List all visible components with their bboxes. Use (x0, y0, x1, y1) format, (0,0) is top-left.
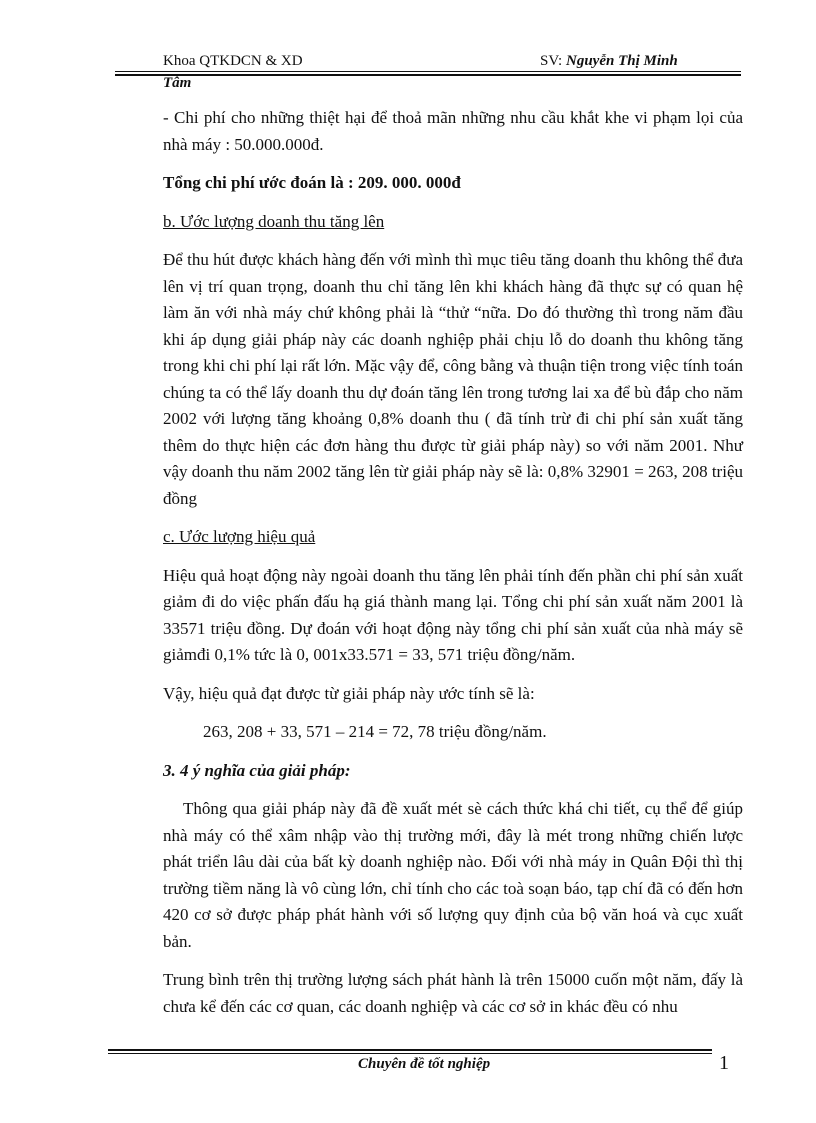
footer-rule-bottom (108, 1053, 712, 1054)
page-body (163, 105, 743, 1032)
result-equation: 263, 208 + 33, 571 – 214 = 72, 78 triệu đồng/năm. (203, 722, 547, 741)
header-student (540, 53, 678, 70)
header-student-prefix: SV: (540, 53, 566, 69)
subheading-revenue: b. Ước lượng doanh thu tăng lên (163, 211, 385, 231)
page-number: 1 (719, 1052, 729, 1074)
paragraph-revenue: Để thu hút được khách hàng đến với mình thì mục tiêu tăng doanh thu không thể đưa lên vị trí quan trọng, doanh thu chỉ tăng lên khi khách hàng đã thực sự có quan hệ làm ăn với nhà máy chứ không phải là “thử “nữa. Do đó thường thì trong năm đầu khi áp dụng giải pháp này các doanh nghiệp phải chịu lỗ do doanh thu không tăng trong khi chi phí lại rất lớn. Mặc vậy để, công bằng và thuận tiện trong việc tính toán chúng ta có thể lấy doanh thu dự đoán tăng lên trong tương lai xa để bù đắp cho năm 2002 với lượng tăng khoảng 0,8% doanh thu ( đã tính trừ đi chi phí sản xuất tăng thêm do thực hiện các đơn hàng thu được từ giải pháp này) so với năm 2001. Như vậy doanh thu năm 2002 tăng lên từ giải pháp này sẽ là: 0,8% 32901 = 263, 208 triệu đồng (163, 250, 743, 508)
header-rule-bottom (115, 74, 741, 76)
header-rule-top (115, 71, 741, 72)
paragraph-meaning: Thông qua giải pháp này đã đề xuất mét sè cách thức khá chi tiết, cụ thể để giúp nhà máy có thể xâm nhập vào thị trường mới, đây là mét trong những chiến lược phát triển lâu dài của bất kỳ doanh nghiệp nào. Đối với nhà máy in Quân Đội thì thị trường tiềm năng là vô cùng lớn, chỉ tính cho các toà soạn báo, tạp chí đã có đến hơn 420 cơ sở được pháp phát hành với số lượng quy định của bộ văn hoá và cục xuất bản. (163, 799, 743, 951)
header-student-name: Nguyễn Thị Minh (565, 53, 678, 69)
footer-rule-top (108, 1049, 712, 1051)
total-cost: Tổng chi phí ước đoán là : 209. 000. 000đ (163, 173, 461, 192)
paragraph-market: Trung bình trên thị trường lượng sách phát hành là trên 15000 cuốn một năm, đấy là chưa kể đến các cơ quan, các doanh nghiệp và các cơ sở in khác đều có nhu (163, 970, 743, 1016)
header-faculty: Khoa QTKDCN & XD (163, 53, 303, 69)
paragraph-result-intro: Vậy, hiệu quả đạt được từ giải pháp này ước tính sẽ là: (163, 683, 535, 703)
section-heading-meaning: 3. 4 ý nghĩa của giải pháp: (163, 760, 351, 780)
subheading-efficiency: c. Ước lượng hiệu quả (163, 527, 316, 546)
footer-title: Chuyên đề tốt nghiệp (358, 1056, 491, 1072)
paragraph-efficiency: Hiệu quả hoạt động này ngoài doanh thu tăng lên phải tính đến phần chi phí sản xuất giảm đi do việc phấn đấu hạ giá thành mang lại. Tổng chi phí sản xuất năm 2001 là 33571 triệu đồng. Dự đoán với hoạt động này tổng chi phí sản xuất của nhà máy sẽ giảmđi 0,1% tức là 0, 001x33.571 = 33, 571 triệu đồng/năm. (163, 565, 743, 664)
paragraph-cost: - Chi phí cho những thiệt hại để thoả mãn những nhu cầu khắt khe vi phạm lọi của nhà máy : 50.000.000đ. (163, 108, 743, 154)
header-student-name-cont: Tâm (163, 75, 192, 91)
